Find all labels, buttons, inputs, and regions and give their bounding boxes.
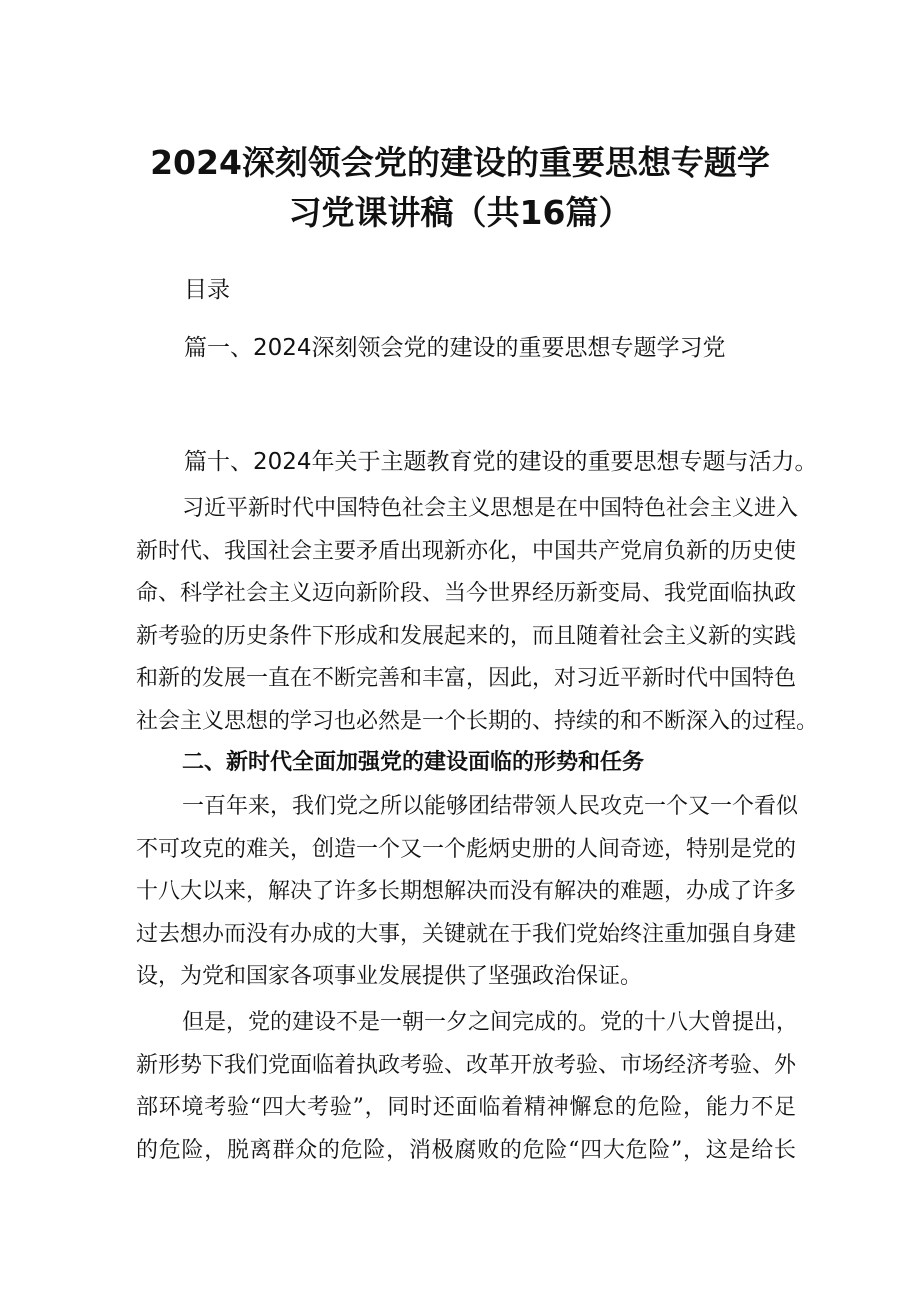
- paragraph-3: [136, 1002, 799, 1172]
- section-heading: 二、新时代全面加强党的建设面临的形势和任务: [182, 750, 645, 775]
- paragraph-line: 过去想办而没有办成的大事，关键就在于我们党始终注重加强自身建: [136, 921, 797, 947]
- paragraph-line: 命、科学社会主义迈向新阶段、当今世界经历新变局、我党面临执政: [136, 581, 797, 606]
- document-title-line-1: 2024深刻领会党的建设的重要思想专题学: [150, 143, 770, 182]
- toc-item-10-label: 篇十、2024年关于主题教育党的建设的重要思想专题: [184, 449, 726, 475]
- paragraph-line: 不可攻克的难关，创造一个又一个彪炳史册的人间奇迹，特别是党的: [136, 836, 797, 862]
- paragraph-line: 社会主义思想的学习也必然是一个长期的、持续的和不断深入的过程。: [136, 708, 819, 734]
- document-title-line-2: 习党课讲稿（共16篇）: [288, 193, 632, 232]
- paragraph-line: 和新的发展一直在不断完善和丰富，因此，对习近平新时代中国特色: [136, 666, 797, 691]
- paragraph-1: [136, 488, 819, 743]
- toc-item-10-tail: 与活力。: [725, 449, 818, 475]
- paragraph-line: 十八大以来，解决了许多长期想解决而没有解决的难题，办成了许多: [136, 879, 797, 904]
- paragraph-line: 的危险，脱离群众的危险，消极腐败的危险“四大危险”，这是给长: [136, 1137, 796, 1163]
- paragraph-line: 部环境考验“四大考验”，同时还面临着精神懈怠的危险，能力不足: [136, 1095, 796, 1120]
- toc-label: 目录: [184, 277, 230, 303]
- paragraph-line: 新时代、我国社会主要矛盾出现新亦化，中国共产党肩负新的历史使: [136, 538, 797, 564]
- toc-item-1[interactable]: [184, 330, 726, 366]
- paragraph-line: 新考验的历史条件下形成和发展起来的，而且随着社会主义新的实践: [136, 623, 797, 649]
- paragraph-line: 但是，党的建设不是一朝一夕之间完成的。党的十八大曾提出，: [182, 1010, 799, 1035]
- toc-item-1-label: 篇一、2024深刻领会党的建设的重要思想专题学习党: [184, 335, 726, 361]
- paragraph-line: 一百年来，我们党之所以能够团结带领人民攻克一个又一个看似: [182, 794, 799, 819]
- paragraph-line: 习近平新时代中国特色社会主义思想是在中国特色社会主义进入: [182, 496, 799, 521]
- paragraph-line: 新形势下我们党面临着执政考验、改革开放考验、市场经济考验、外: [136, 1052, 797, 1078]
- toc-item-10[interactable]: [184, 444, 818, 480]
- paragraph-line: 设，为党和国家各项事业发展提供了坚强政治保证。: [136, 964, 643, 989]
- paragraph-2: [136, 786, 799, 999]
